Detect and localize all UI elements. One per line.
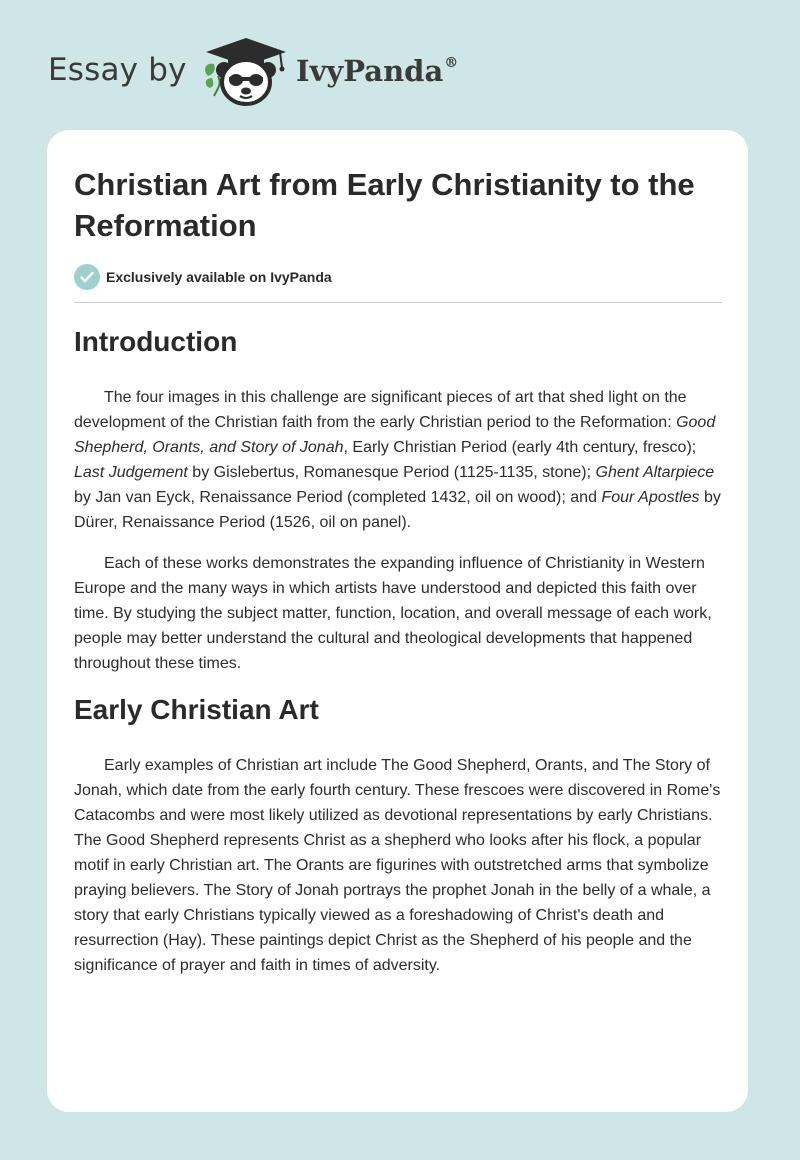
- site-header: [0, 0, 800, 130]
- text-run: , Early Christian Period (early 4th century, fresco);: [343, 439, 697, 456]
- divider: [74, 302, 722, 303]
- essay-card: [47, 130, 748, 1112]
- ivypanda-logo-icon[interactable]: [200, 36, 292, 108]
- section-heading-introduction: Introduction: [74, 326, 238, 357]
- text-run: by Jan van Eyck, Renaissance Period (completed 1432, oil on wood); and: [74, 489, 602, 506]
- section-heading-early-christian-art: Early Christian Art: [74, 694, 319, 725]
- paragraph: [74, 551, 722, 676]
- exclusive-badge-label: Exclusively available on IvyPanda: [106, 269, 332, 285]
- text-run: The four images in this challenge are significant pieces of art that shed light on the development of the Christian faith from the early Christian period to the Reformation:: [74, 389, 687, 431]
- checkmark-icon: [74, 264, 100, 290]
- text-run: Early examples of Christian art include The Good Shepherd, Orants, and The Story of Jonah, which date from the early fourth century. These frescoes were discovered in Rome's Catacombs and were most likely utilized as devotional representations by early Christians. The Good Shepherd represents Christ as a shepherd who looks after his flock, a popular motif in early Christian art. The Orants are figurines with outstretched arms that symbolize praying believers. The Story of Jonah portrays the prophet Jonah in the belly of a whale, a story that early Christians typically viewed as a foreshadowing of Christ's death and resurrection (Hay). These paintings depict Christ as the Shepherd of his people and the significance of prayer and faith in times of adversity.: [74, 757, 721, 974]
- page-title: Christian Art from Early Christianity to the Reformation: [74, 167, 695, 243]
- text-run: by Dürer, Renaissance Period (1526, oil on panel).: [74, 489, 721, 531]
- artwork-title: Last Judgement: [74, 464, 188, 481]
- artwork-title: Four Apostles: [601, 489, 700, 506]
- essay-by-label: Essay by: [48, 52, 187, 88]
- paragraph: [74, 385, 722, 535]
- registered-mark: ®: [444, 55, 459, 71]
- brand-name[interactable]: IvyPanda®: [296, 54, 459, 88]
- text-run: Each of these works demonstrates the expanding influence of Christianity in Western Europe and the many ways in which artists have understood and depicted this faith over time. By studying the subject matter, function, location, and overall message of each work, people may better understand the cultural and theological developments that happened throughout these times.: [74, 555, 712, 672]
- paragraph: [74, 753, 722, 978]
- text-run: by Gislebertus, Romanesque Period (1125-1135, stone);: [187, 464, 596, 481]
- artwork-title: Good Shepherd, Orants, and Story of Jonah: [74, 414, 716, 456]
- exclusive-badge: [74, 263, 332, 291]
- artwork-title: Ghent Altarpiece: [595, 464, 715, 481]
